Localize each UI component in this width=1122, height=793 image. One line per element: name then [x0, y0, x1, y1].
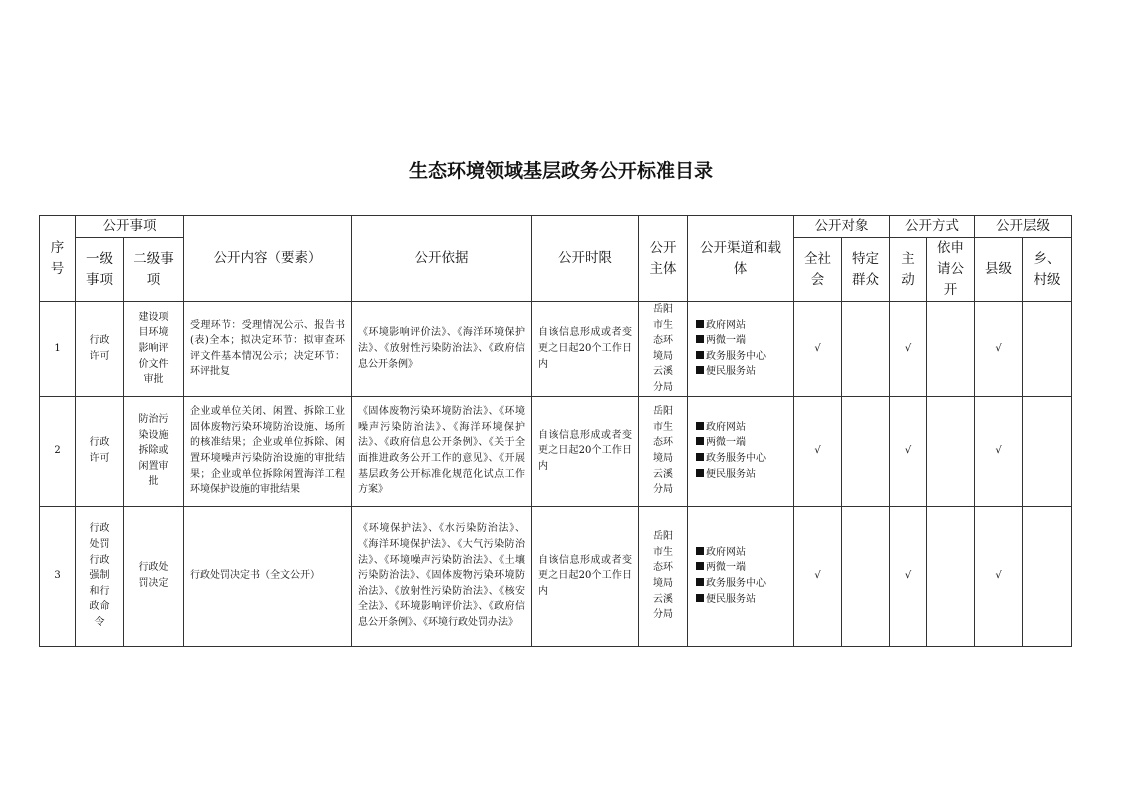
- cell-basis: 《环境影响评价法》、《海洋环境保护法》、《放射性污染防治法》、《政府信息公开条例》: [352, 302, 532, 397]
- header-target-group: 公开对象: [794, 216, 890, 238]
- cell-channels: [688, 506, 794, 646]
- header-target-specific: 特定群众: [842, 238, 890, 302]
- header-level-county: 县级: [975, 238, 1023, 302]
- channel-label: 便民服务站: [706, 366, 756, 378]
- catalog-table: [39, 215, 1072, 647]
- header-level-group: 公开层级: [975, 216, 1072, 238]
- cell-subject: 岳阳市生态环境局云溪分局: [639, 506, 688, 646]
- cell-method-apply: [927, 396, 975, 506]
- cell-seq: 1: [40, 302, 76, 397]
- cell-level-county: √: [975, 506, 1023, 646]
- square-bullet-icon: [696, 562, 704, 570]
- channel-item: [696, 451, 793, 467]
- square-bullet-icon: [696, 422, 704, 430]
- cell-level-town: [1023, 506, 1072, 646]
- channel-label: 政务服务中心: [706, 578, 766, 590]
- cell-seq: 2: [40, 396, 76, 506]
- square-bullet-icon: [696, 320, 704, 328]
- cell-level2: 防治污染设施拆除或闲置审批: [124, 396, 184, 506]
- channel-item: [696, 420, 793, 436]
- table-row: [40, 506, 1072, 646]
- channel-label: 两微一端: [706, 562, 746, 574]
- cell-seq: 3: [40, 506, 76, 646]
- cell-time-limit: 自该信息形成或者变更之日起20个工作日内: [532, 396, 639, 506]
- cell-level1: 行政许可: [76, 396, 124, 506]
- channel-label: 便民服务站: [706, 468, 756, 480]
- header-time-limit: 公开时限: [532, 216, 639, 302]
- channel-label: 两微一端: [706, 335, 746, 347]
- cell-subject: 岳阳市生态环境局云溪分局: [639, 302, 688, 397]
- channel-label: 两微一端: [706, 437, 746, 449]
- cell-basis: 《环境保护法》、《水污染防治法》、《海洋环境保护法》、《大气污染防治法》、《环境噪声污染防治法》、《土壤污染防治法》、《固体废物污染环境防治法》、《放射性污染防治法》、《核安全法》、《环境影响评价法》、《政府信息公开条例》、《环境行政处罚办法》: [352, 506, 532, 646]
- channel-item: [696, 560, 793, 576]
- channel-item: [696, 364, 793, 380]
- cell-method-active: √: [890, 302, 927, 397]
- header-method-active: 主动: [890, 238, 927, 302]
- cell-basis: 《固体废物污染环境防治法》、《环境噪声污染防治法》、《海洋环境保护法》、《政府信息公开条例》、《关于全面推进政务公开工作的意见》、《开展基层政务公开标准化规范化试点工作方案》: [352, 396, 532, 506]
- channel-item: [696, 545, 793, 561]
- header-target-all: 全社会: [794, 238, 842, 302]
- cell-method-active: √: [890, 396, 927, 506]
- square-bullet-icon: [696, 335, 704, 343]
- square-bullet-icon: [696, 437, 704, 445]
- table-row: [40, 302, 1072, 397]
- channel-label: 便民服务站: [706, 593, 756, 605]
- header-method-apply: 依申请公开: [927, 238, 975, 302]
- channel-item: [696, 576, 793, 592]
- header-subject: 公开主体: [639, 216, 688, 302]
- table-row: [40, 396, 1072, 506]
- cell-target-specific: [842, 396, 890, 506]
- channel-item: [696, 318, 793, 334]
- channel-item: [696, 592, 793, 608]
- cell-level2: 建设项目环境影响评价文件审批: [124, 302, 184, 397]
- cell-method-active: √: [890, 506, 927, 646]
- cell-time-limit: 自该信息形成或者变更之日起20个工作日内: [532, 302, 639, 397]
- header-row-1: [40, 216, 1072, 238]
- header-content: 公开内容（要素）: [184, 216, 352, 302]
- square-bullet-icon: [696, 351, 704, 359]
- header-channels: 公开渠道和载体: [688, 216, 794, 302]
- header-level1: 一级事项: [76, 238, 124, 302]
- cell-method-apply: [927, 506, 975, 646]
- channel-item: [696, 333, 793, 349]
- cell-level-town: [1023, 396, 1072, 506]
- cell-content: 企业或单位关闭、闲置、拆除工业固体废物污染环境防治设施、场所的核准结果；企业或单位拆除、闲置环境噪声污染防治设施的审批结果；企业或单位拆除闲置海洋工程环境保护设施的审批结果: [184, 396, 352, 506]
- square-bullet-icon: [696, 578, 704, 586]
- channel-item: [696, 435, 793, 451]
- square-bullet-icon: [696, 469, 704, 477]
- cell-level2: 行政处罚决定: [124, 506, 184, 646]
- cell-target-all: √: [794, 302, 842, 397]
- cell-level-county: √: [975, 302, 1023, 397]
- page-title: 生态环境领域基层政务公开标准目录: [408, 160, 713, 182]
- cell-subject: 岳阳市生态环境局云溪分局: [639, 396, 688, 506]
- channel-label: 政务服务中心: [706, 453, 766, 465]
- square-bullet-icon: [696, 366, 704, 374]
- header-seq: 序号: [40, 216, 76, 302]
- channel-label: 政府网站: [706, 546, 746, 558]
- header-level-town: 乡、村级: [1023, 238, 1072, 302]
- cell-channels: [688, 302, 794, 397]
- cell-content: 行政处罚决定书（全文公开）: [184, 506, 352, 646]
- header-matters-group: 公开事项: [76, 216, 184, 238]
- cell-channels: [688, 396, 794, 506]
- channel-item: [696, 467, 793, 483]
- square-bullet-icon: [696, 453, 704, 461]
- channel-list: [688, 420, 793, 482]
- channel-item: [696, 349, 793, 365]
- cell-level-town: [1023, 302, 1072, 397]
- square-bullet-icon: [696, 594, 704, 602]
- cell-content: 受理环节：受理情况公示、报告书(表)全本；拟决定环节：拟审查环评文件基本情况公示；决定环节：环评批复: [184, 302, 352, 397]
- cell-time-limit: 自该信息形成或者变更之日起20个工作日内: [532, 506, 639, 646]
- cell-level-county: √: [975, 396, 1023, 506]
- channel-list: [688, 545, 793, 607]
- cell-target-all: √: [794, 396, 842, 506]
- cell-method-apply: [927, 302, 975, 397]
- channel-list: [688, 318, 793, 380]
- square-bullet-icon: [696, 547, 704, 555]
- header-level2: 二级事项: [124, 238, 184, 302]
- cell-target-specific: [842, 506, 890, 646]
- header-basis: 公开依据: [352, 216, 532, 302]
- channel-label: 政务服务中心: [706, 350, 766, 362]
- cell-target-specific: [842, 302, 890, 397]
- cell-target-all: √: [794, 506, 842, 646]
- channel-label: 政府网站: [706, 319, 746, 331]
- cell-level1: 行政处罚行政强制和行政命令: [76, 506, 124, 646]
- channel-label: 政府网站: [706, 421, 746, 433]
- header-method-group: 公开方式: [890, 216, 975, 238]
- cell-level1: 行政许可: [76, 302, 124, 397]
